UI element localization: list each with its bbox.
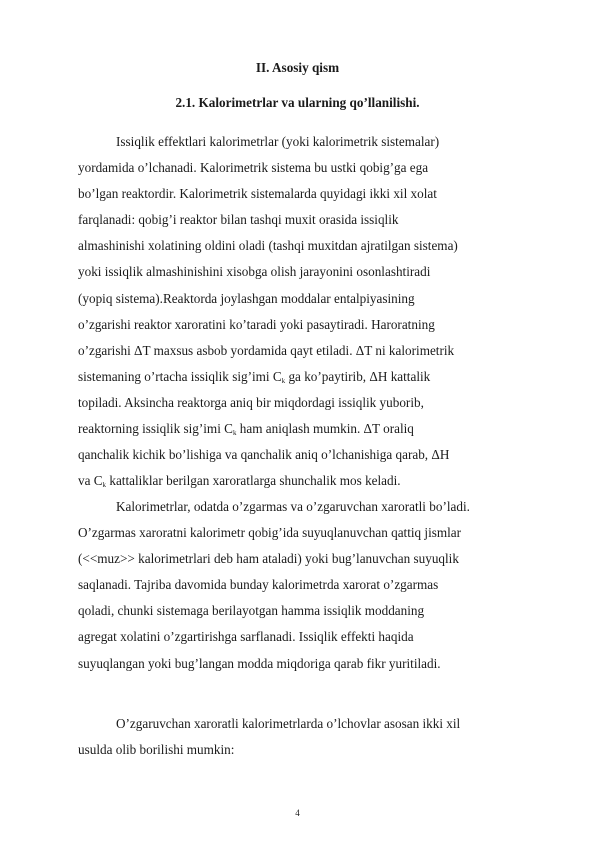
text-line: (<<muz>> kalorimetrlari deb ham ataladi) yoki bug’lanuvchan suyuqlik: [78, 551, 459, 567]
text-fragment: va C: [78, 473, 103, 489]
subscript: k: [281, 376, 286, 385]
text-line: O’zgaruvchan xaroratli kalorimetrlarda o’lchovlar asosan ikki xil: [116, 716, 461, 731]
subscript: k: [102, 481, 107, 490]
text-line: O’zgarmas xaroratni kalorimetr qobig’ida suyuqlanuvchan qattiq jismlar: [78, 525, 462, 541]
page-number: 4: [295, 808, 300, 818]
text-line: yoki issiqlik almashinishini xisobga olish jarayonini osonlashtiradi: [78, 264, 431, 280]
text-line: almashinishi xolatining oldini oladi (tashqi muxitdan ajratilgan sistema): [78, 238, 458, 254]
subscript: k: [232, 429, 237, 438]
text-line: o’zgarishi reaktor xaroratini ko’taradi yoki pasaytiradi. Haroratning: [78, 316, 435, 332]
paragraph-2: [78, 494, 548, 677]
text-line: (yopiq sistema).Reaktorda joylashgan moddalar entalpiyasining: [78, 290, 415, 306]
text-line: suyuqlangan yoki bug’langan modda miqdoriga qarab fikr yuritiladi.: [78, 655, 441, 671]
text-line: topiladi. Aksincha reaktorga aniq bir miqdordagi issiqlik yuborib,: [78, 394, 424, 410]
text-line: farqlanadi: qobig’i reaktor bilan tashqi muxit orasida issiqlik: [78, 212, 399, 228]
text-line: Kalorimetrlar, odatda o’zgarmas va o’zgaruvchan xaroratli bo’ladi.: [116, 499, 470, 514]
section-heading: II. Asosiy qism: [255, 60, 340, 75]
text-line: usulda olib borilishi mumkin:: [78, 742, 235, 758]
paragraph-1: [78, 129, 548, 494]
text-line: qanchalik kichik bo’lishiga va qanchalik aniq o’lchanishiga qarab, ΔH: [78, 447, 450, 463]
text-fragment: sistemaning o’rtacha issiqlik sig’imi C: [78, 368, 282, 384]
text-line: o’zgarishi ΔT maxsus asbob yordamida qayt etiladi. ΔT ni kalorimetrik: [78, 342, 455, 358]
text-line: saqlanadi. Tajriba davomida bunday kalorimetrda xarorat o’zgarmas: [78, 577, 439, 593]
text-fragment: kattaliklar berilgan xaroratlarga shunchalik mos keladi.: [106, 473, 401, 489]
paragraph-3: [78, 711, 548, 763]
subsection-heading: 2.1. Kalorimetrlar va ularning qo’llanilishi.: [175, 95, 420, 110]
text-line: [78, 364, 548, 390]
text-line: [78, 468, 548, 494]
text-line: yordamida o’lchanadi. Kalorimetrik sistema bu ustki qobig’ga ega: [78, 160, 429, 176]
text-line: qoladi, chunki sistemaga berilayotgan hamma issiqlik moddaning: [78, 603, 425, 619]
text-line: Issiqlik effektlari kalorimetrlar (yoki kalorimetrik sistemalar): [116, 134, 440, 149]
text-line: agregat xolatini o’zgartirishga sarflanadi. Issiqlik effekti haqida: [78, 629, 414, 645]
text-fragment: reaktorning issiqlik sig’imi C: [78, 421, 233, 437]
text-line: [78, 416, 548, 442]
text-fragment: ham aniqlash mumkin. ΔT oraliq: [236, 421, 414, 437]
text-line: bo’lgan reaktordir. Kalorimetrik sistemalarda quyidagi ikki xil xolat: [78, 186, 437, 202]
text-fragment: ga ko’paytirib, ΔH kattalik: [285, 368, 431, 384]
